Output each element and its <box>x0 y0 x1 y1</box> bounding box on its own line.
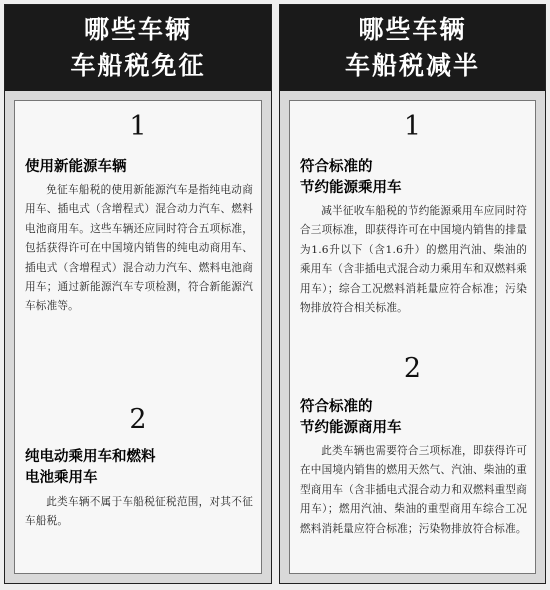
section-title-line-2: 节约能源商用车 <box>300 420 402 436</box>
section-title <box>25 447 253 489</box>
section-number: 2 <box>129 404 147 435</box>
section-title <box>300 157 527 199</box>
section-title-line-1: 符合标准的 <box>300 159 373 175</box>
section-body: 减半征收车船税的节约能源乘用车应同时符合三项标准，即获得许可在中国境内销售的排量为1.6升以下（含1.6升）的燃用汽油、柴油的乘用车（含非插电式混合动力乘用车和双燃料乘用车）；综合工况燃料消耗量应符合标准；污染物排放符合相关标准。 <box>300 205 527 315</box>
section-title-line-2: 节约能源乘用车 <box>300 180 402 196</box>
section-number: 2 <box>403 353 422 384</box>
header-line-2: 车船税减半 <box>344 51 480 80</box>
exemption-content <box>14 100 262 574</box>
section-body: 此类车辆不属于车船税征税范围，对其不征车船税。 <box>25 496 253 528</box>
exemption-header <box>5 5 271 91</box>
exemption-panel <box>4 4 272 584</box>
section-body: 免征车船税的使用新能源汽车是指纯电动商用车、插电式（含增程式）混合动力汽车、燃料电池商用车。这些车辆还应同时符合五项标准，包括获得许可在中国境内销售的纯电动商用车、插电式（含增程式）混合动力汽车、燃料电池商用车；通过新能源汽车专项检测，符合新能源汽车标准等。 <box>25 184 253 313</box>
section-title-line-1: 符合标准的 <box>300 399 373 415</box>
section-number: 1 <box>403 111 422 142</box>
header-line-2: 车船税免征 <box>70 51 206 80</box>
header-line-1: 哪些车辆 <box>358 15 467 44</box>
half-reduction-header <box>280 5 545 91</box>
half-reduction-content <box>289 100 536 574</box>
section-title-line-2: 电池乘用车 <box>25 470 98 486</box>
section-title <box>300 397 527 439</box>
section-title: 使用新能源车辆 <box>25 159 127 175</box>
section-body: 此类车辆也需要符合三项标准，即获得许可在中国境内销售的燃用天然气、汽油、柴油的重型商用车（含非插电式混合动力和双燃料重型商用车）；燃用汽油、柴油的重型商用车综合工况燃料消耗量应符合标准；污染物排放符合标准。 <box>300 445 527 535</box>
section-title-line-1: 纯电动乘用车和燃料 <box>25 449 156 465</box>
header-line-1: 哪些车辆 <box>83 15 192 44</box>
half-reduction-panel <box>279 4 546 584</box>
section-number: 1 <box>129 111 147 142</box>
